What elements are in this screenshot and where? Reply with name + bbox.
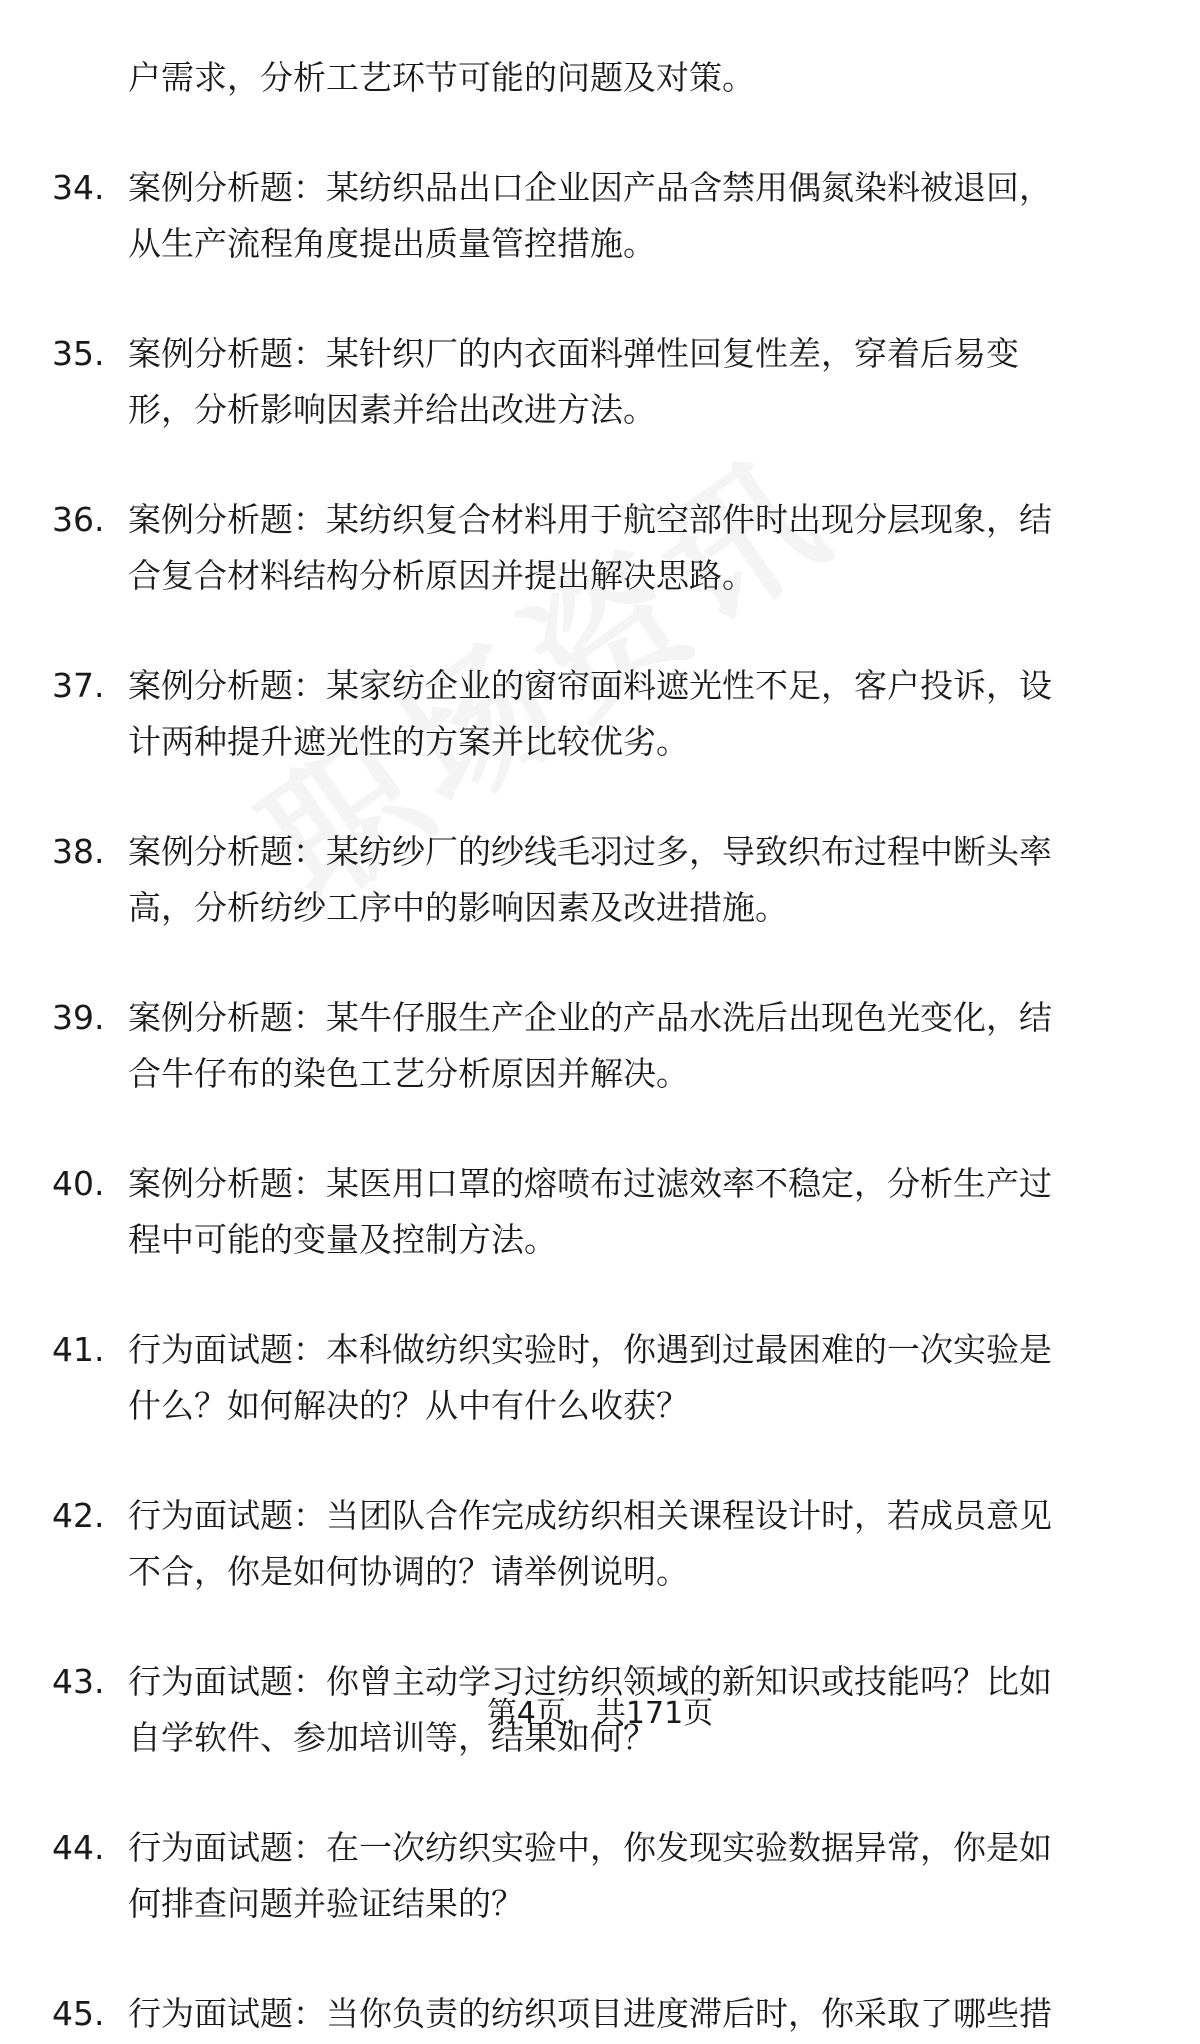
question-text: 行为面试题：你曾主动学习过纺织领域的新知识或技能吗？比如 — [128, 1662, 1052, 1701]
question-text: 案例分析题：某纺织复合材料用于航空部件时出现分层现象，结 — [128, 500, 1052, 539]
question-line — [0, 1818, 1200, 1878]
question-number: 36. — [52, 500, 105, 539]
question-line — [0, 380, 1200, 440]
question-line — [0, 1486, 1200, 1546]
question-text: 何排查问题并验证结果的？ — [128, 1884, 524, 1923]
question-text: 形，分析影响因素并给出改进方法。 — [128, 390, 656, 429]
question-number: 37. — [52, 666, 105, 705]
question-line — [0, 878, 1200, 938]
question-line — [0, 490, 1200, 550]
question-number: 42. — [52, 1496, 105, 1535]
question-number: 41. — [52, 1330, 105, 1369]
question-line — [0, 1874, 1200, 1934]
question-text: 高，分析纺纱工序中的影响因素及改进措施。 — [128, 888, 788, 927]
question-line — [0, 822, 1200, 882]
question-text: 不合，你是如何协调的？请举例说明。 — [128, 1552, 689, 1591]
question-number: 45. — [52, 1994, 105, 2033]
question-text: 案例分析题：某针织厂的内衣面料弹性回复性差，穿着后易变 — [128, 334, 1019, 373]
question-text: 从生产流程角度提出质量管控措施。 — [128, 224, 656, 263]
question-line — [0, 1154, 1200, 1214]
question-line — [0, 1320, 1200, 1380]
question-line — [0, 988, 1200, 1048]
question-line — [0, 214, 1200, 274]
question-line — [0, 324, 1200, 384]
question-number: 39. — [52, 998, 105, 1037]
question-text: 行为面试题：本科做纺织实验时，你遇到过最困难的一次实验是 — [128, 1330, 1052, 1369]
question-text: 案例分析题：某牛仔服生产企业的产品水洗后出现色光变化，结 — [128, 998, 1052, 1037]
question-number: 43. — [52, 1662, 105, 1701]
question-text: 合复合材料结构分析原因并提出解决思路。 — [128, 556, 755, 595]
question-line — [0, 158, 1200, 218]
question-text: 户需求，分析工艺环节可能的问题及对策。 — [128, 58, 755, 97]
question-text: 程中可能的变量及控制方法。 — [128, 1220, 557, 1259]
question-text: 行为面试题：当你负责的纺织项目进度滞后时，你采取了哪些措 — [128, 1994, 1052, 2033]
question-line — [0, 48, 1200, 108]
question-line — [0, 1984, 1200, 2044]
question-text: 自学软件、参加培训等，结果如何？ — [128, 1718, 656, 1757]
question-number: 34. — [52, 168, 105, 207]
question-text: 案例分析题：某纺织品出口企业因产品含禁用偶氮染料被退回， — [128, 168, 1052, 207]
question-number: 44. — [52, 1828, 105, 1867]
question-line — [0, 656, 1200, 716]
page-footer: 第4页，共171页 — [486, 1696, 714, 1731]
question-number: 40. — [52, 1164, 105, 1203]
question-text: 案例分析题：某纺纱厂的纱线毛羽过多，导致织布过程中断头率 — [128, 832, 1052, 871]
question-text: 案例分析题：某家纺企业的窗帘面料遮光性不足，客户投诉，设 — [128, 666, 1052, 705]
question-text: 行为面试题：当团队合作完成纺织相关课程设计时，若成员意见 — [128, 1496, 1052, 1535]
question-number: 38. — [52, 832, 105, 871]
question-line — [0, 712, 1200, 772]
question-text: 行为面试题：在一次纺织实验中，你发现实验数据异常，你是如 — [128, 1828, 1052, 1867]
question-text: 什么？如何解决的？从中有什么收获？ — [128, 1386, 689, 1425]
question-text: 案例分析题：某医用口罩的熔喷布过滤效率不稳定，分析生产过 — [128, 1164, 1052, 1203]
question-line — [0, 546, 1200, 606]
question-line — [0, 1044, 1200, 1104]
question-line — [0, 1376, 1200, 1436]
question-line — [0, 1210, 1200, 1270]
question-number: 35. — [52, 334, 105, 373]
question-text: 计两种提升遮光性的方案并比较优劣。 — [128, 722, 689, 761]
question-text: 合牛仔布的染色工艺分析原因并解决。 — [128, 1054, 689, 1093]
question-line — [0, 1542, 1200, 1602]
